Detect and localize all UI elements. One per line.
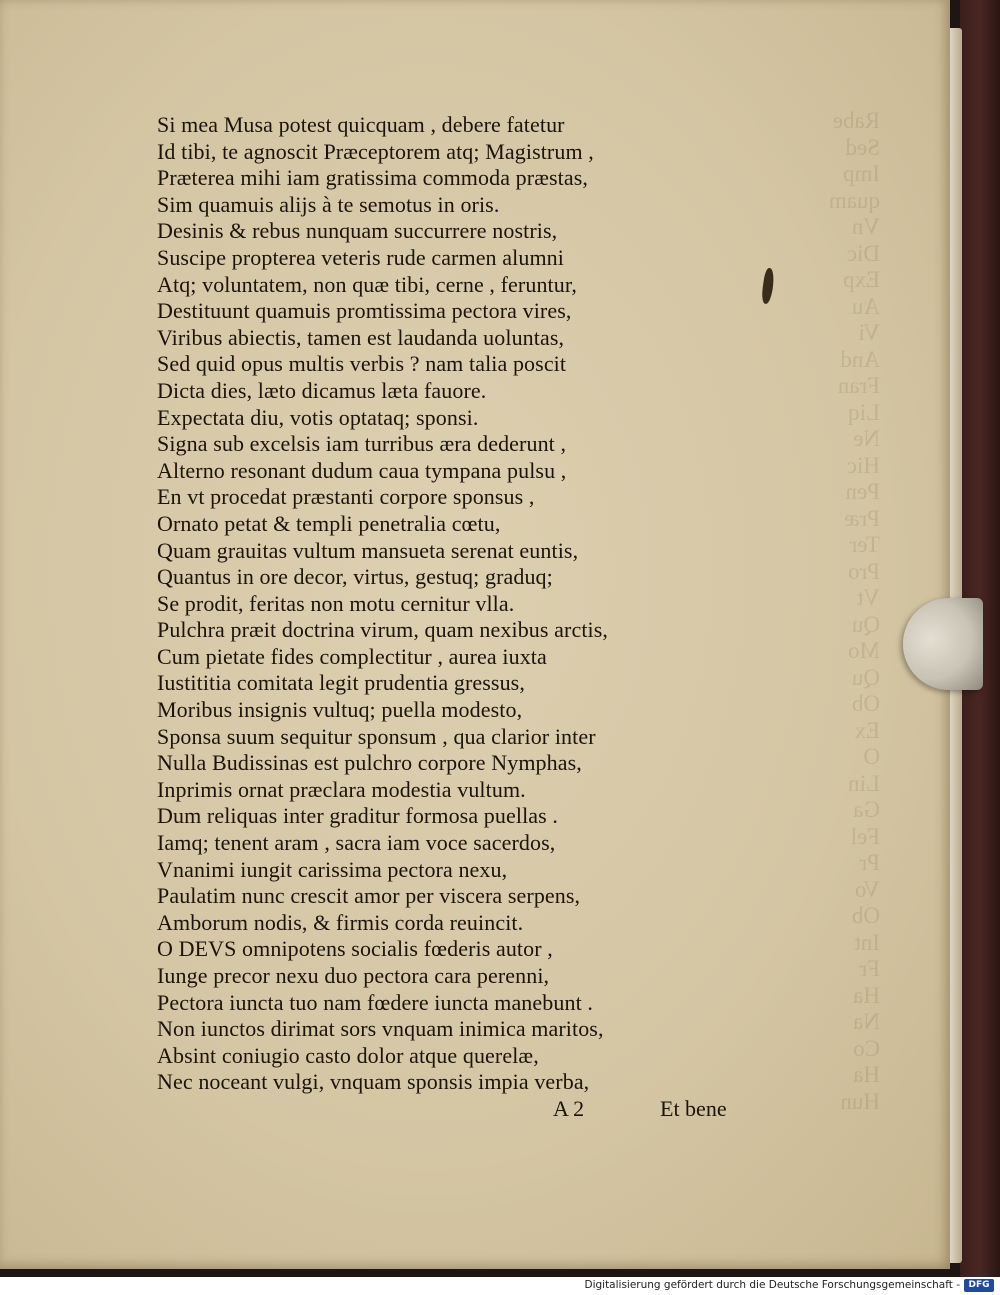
verse-line: Ornato petat & templi penetralia cœtu, [157, 510, 501, 536]
verse-line: Paulatim nunc crescit amor per viscera serpens, [157, 883, 581, 909]
verse-line: Dicta dies, læto dicamus læta fauore. [157, 377, 487, 403]
verse-line: En vt procedat præstanti corpore sponsus , [157, 484, 535, 510]
verse-line: Iamq; tenent aram , sacra iam voce sacerdos, [157, 830, 556, 856]
verse-line: Præterea mihi iam gratissima commoda præstas, [157, 165, 588, 191]
verse-line: Si mea Musa potest quicquam , debere fatetur [157, 112, 565, 137]
verse-line: O DEVS omnipotens socialis fœderis autor , [157, 936, 553, 962]
poem-text [157, 112, 757, 1096]
verse-line: Dum reliquas inter graditur formosa puellas . [157, 803, 559, 829]
verse-line: Moribus insignis vultuq; puella modesto, [157, 697, 523, 723]
verse-line: Expectata diu, votis optataq; sponsi. [157, 404, 479, 430]
funding-credit: Digitalisierung gefördert durch die Deutsche Forschungsgemeinschaft - [584, 1279, 960, 1291]
verse-line: Non iunctos dirimat sors vnquam inimica maritos, [157, 1016, 604, 1042]
verse-line: Alterno resonant dudum caua tympana pulsu , [157, 457, 567, 483]
verse-line: Viribus abiectis, tamen est laudanda uoluntas, [157, 324, 565, 350]
verse-line: Signa sub excelsis iam turribus æra dederunt , [157, 431, 567, 457]
bleed-through-text: Rabe Sed Imp quam Vn Dic Exp Au Vi And Fran Liq Ne Hic Pen Præ Ter Pro Vt Qu Mo Qu Ob Ex O Lin Ga Fel Pr Vo Ob Int Fr Ha Na Co Ha Hun [828, 108, 880, 1114]
verse-line: Atq; voluntatem, non quæ tibi, cerne , feruntur, [157, 271, 577, 297]
catchword: Et bene [660, 1096, 727, 1121]
verse-line: Iustititia comitata legit prudentia gressus, [157, 670, 525, 696]
verse-line: Destituunt quamuis promtissima pectora vires, [157, 298, 572, 324]
verse-line: Se prodit, feritas non motu cernitur vlla. [157, 590, 515, 616]
signature-mark: A 2 [553, 1096, 585, 1121]
verse-line: Desinis & rebus nunquam succurrere nostris, [157, 218, 558, 244]
verse-line: Inprimis ornat præclara modestia vultum. [157, 776, 526, 802]
verse-line: Absint coniugio casto dolor atque querelæ, [157, 1042, 539, 1068]
verse-line: Iunge precor nexu duo pectora cara perenni, [157, 963, 550, 988]
footer-bar [0, 1277, 1000, 1295]
verse-line: Suscipe propterea veteris rude carmen alumni [157, 244, 564, 270]
verse-line: Cum pietate fides complectitur , aurea iuxta [157, 643, 547, 669]
verse-line: Id tibi, te agnoscit Præceptorem atq; Magistrum , [157, 138, 594, 164]
verse-line: Amborum nodis, & firmis corda reuincit. [157, 909, 524, 935]
verse-line: Sponsa suum sequitur sponsum , qua clarior inter [157, 723, 596, 749]
verse-line: Sim quamuis alijs à te semotus in oris. [157, 191, 500, 217]
dfg-logo-icon: DFG [964, 1279, 994, 1292]
verse-line: Vnanimi iungit carissima pectora nexu, [157, 856, 508, 882]
verse-line: Quantus in ore decor, virtus, gestuq; graduq; [157, 564, 553, 590]
verse-line: Nec noceant vulgi, vnquam sponsis impia verba, [157, 1069, 590, 1095]
verse-line: Nulla Budissinas est pulchro corpore Nymphas, [157, 750, 582, 776]
verse-line: Quam grauitas vultum mansueta serenat euntis, [157, 537, 579, 563]
verse-line: Pulchra præit doctrina virum, quam nexibus arctis, [157, 617, 609, 643]
verse-line: Sed quid opus multis verbis ? nam talia poscit [157, 351, 567, 377]
verse-line: Pectora iuncta tuo nam fœdere iuncta manebunt . [157, 989, 593, 1015]
